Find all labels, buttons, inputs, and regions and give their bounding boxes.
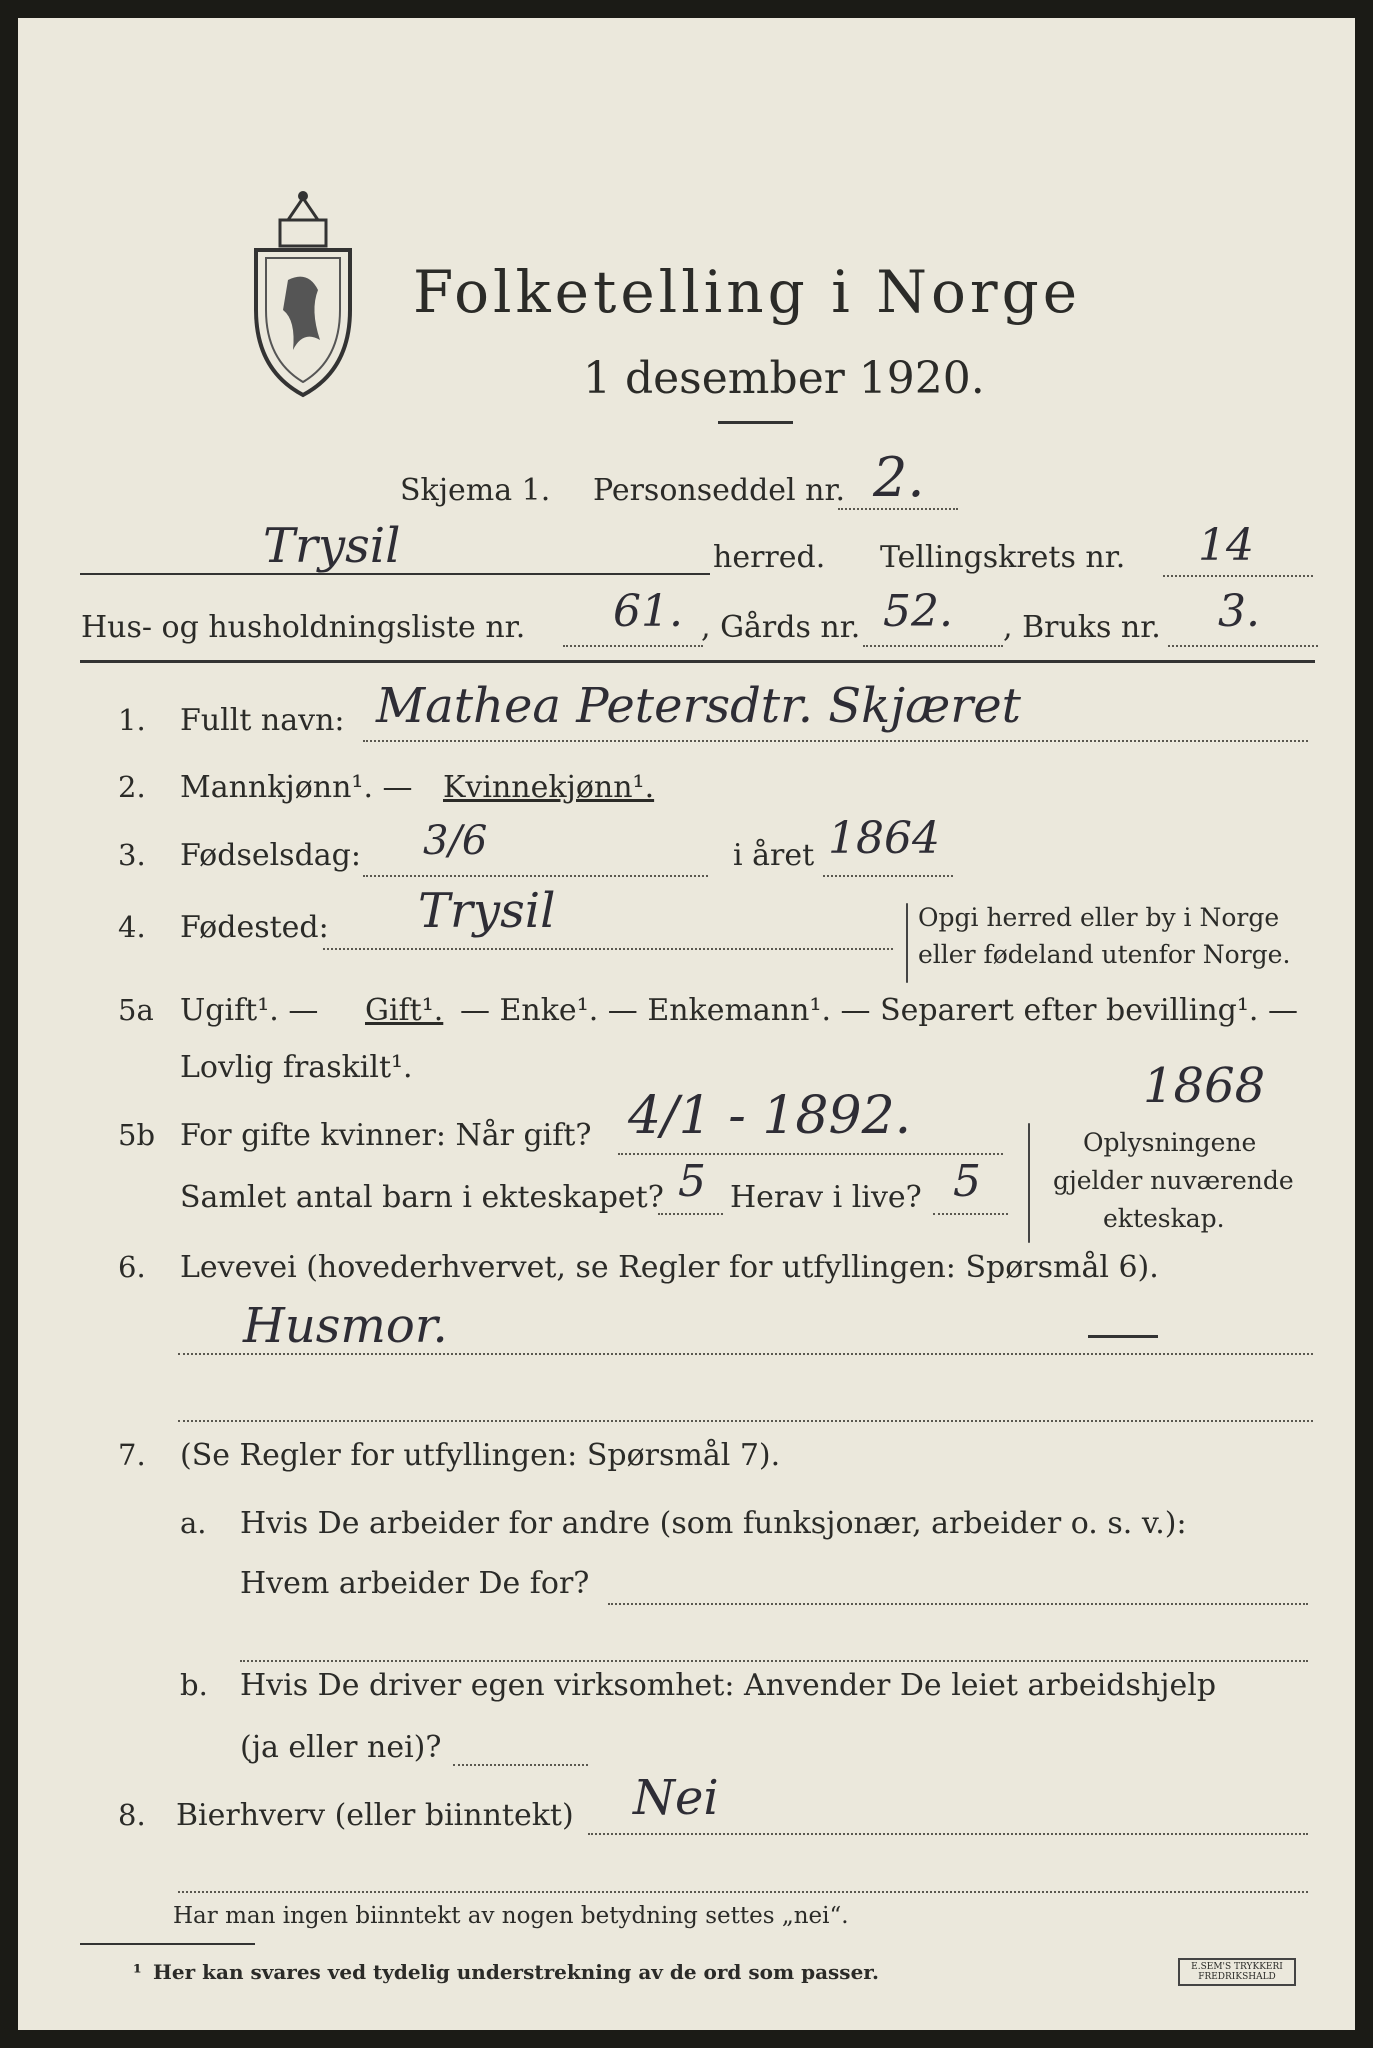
q2-number: 2. [118, 770, 146, 804]
children-alive-value: 5 [953, 1156, 981, 1207]
q6-line-1 [178, 1353, 1313, 1355]
married-date-value: 4/1 - 1892. [628, 1086, 912, 1146]
q7a-line-2 [240, 1660, 1308, 1662]
tellingskrets-value: 14 [1198, 520, 1254, 571]
form-date: 1 desember 1920. [583, 353, 985, 404]
hus-line [563, 645, 703, 647]
bruks-value: 3. [1218, 586, 1260, 637]
skjema-label: Skjema 1. [400, 473, 551, 508]
q3-line [363, 875, 708, 877]
footnote-text: Her kan svares ved tydelig understrekning av de ord som passer. [153, 1960, 879, 1984]
q6-line-2 [178, 1420, 1313, 1422]
birthplace-value: Trysil [418, 883, 556, 939]
q5b-number: 5b [118, 1118, 156, 1152]
q7a-line-1 [608, 1603, 1308, 1605]
q6-label: Levevei (hovederhvervet, se Regler for utfyllingen: Spørsmål 6). [180, 1250, 1159, 1285]
q7-label: (Se Regler for utfyllingen: Spørsmål 7). [180, 1438, 781, 1473]
q6-dash [1088, 1335, 1158, 1338]
q7-number: 7. [118, 1438, 146, 1472]
live-label: Herav i live? [730, 1180, 922, 1215]
q7b-line [453, 1764, 588, 1766]
form-title: Folketelling i Norge [413, 258, 1082, 326]
barn-line [658, 1213, 723, 1215]
personseddel-value: 2. [873, 446, 925, 509]
footnote-mark: ¹ [133, 1960, 142, 1984]
birth-year-value: 1864 [828, 813, 940, 864]
q6-number: 6. [118, 1250, 146, 1284]
q3-label: Fødselsdag: [180, 838, 361, 873]
gards-label: , Gårds nr. [701, 610, 861, 645]
personseddel-line [838, 508, 958, 510]
census-form [18, 18, 1355, 2030]
printer-city: FREDRIKSHALD [1198, 1972, 1276, 1982]
q5b-brace [1028, 1123, 1030, 1243]
printer-stamp [1178, 1958, 1296, 1986]
q7b-sub: (ja eller nei)? [240, 1730, 442, 1765]
q8-line-1 [588, 1833, 1308, 1835]
q8-label: Bierhverv (eller biinntekt) [176, 1798, 574, 1833]
herred-label: herred. [713, 540, 826, 575]
bruks-line [1168, 645, 1318, 647]
gards-line [863, 645, 1003, 647]
q1-line [363, 740, 1308, 742]
birthday-value: 3/6 [423, 818, 488, 864]
kvinnekjonn-option-underlined: Kvinnekjønn¹. [443, 770, 655, 805]
children-count-value: 5 [678, 1156, 706, 1207]
q4-label: Fødested: [180, 910, 329, 945]
annotation-1868: 1868 [1143, 1058, 1266, 1114]
tellingskrets-label: Tellingskrets nr. [880, 540, 1126, 575]
herred-value: Trysil [263, 518, 401, 574]
ugift-option: Ugift¹. — [180, 993, 319, 1028]
q8-line-2 [178, 1891, 1308, 1893]
full-name-value: Mathea Petersdtr. Skjæret [376, 678, 1021, 734]
footnote-rule [80, 1943, 255, 1945]
barn-label: Samlet antal barn i ekteskapet? [180, 1180, 664, 1215]
year-line [823, 875, 953, 877]
q5b-note-1: Oplysningene [1083, 1128, 1257, 1157]
q4-note-1: Opgi herred eller by i Norge [918, 903, 1280, 932]
occupation-value: Husmor. [243, 1298, 448, 1354]
q4-number: 4. [118, 910, 146, 944]
mannkjonn-option: Mannkjønn¹. — [180, 770, 413, 805]
q7a-letter: a. [180, 1506, 207, 1540]
tellingskrets-line [1163, 575, 1313, 577]
live-line [933, 1213, 1008, 1215]
q7a-text: Hvis De arbeider for andre (som funksjonær, arbeider o. s. v.): [240, 1506, 1187, 1541]
year-label: i året [733, 838, 815, 873]
q5b-label: For gifte kvinner: Når gift? [180, 1118, 592, 1153]
bierhverv-value: Nei [633, 1770, 719, 1826]
q5a-other-options: — Enke¹. — Enkemann¹. — Separert efter bevilling¹. — [460, 993, 1298, 1028]
gards-value: 52. [883, 586, 953, 637]
q7b-text: Hvis De driver egen virksomhet: Anvender De leiet arbeidshjelp [240, 1668, 1217, 1703]
q5b-note-2: gjelder nuværende [1053, 1166, 1294, 1195]
herred-line [80, 573, 710, 575]
bruks-label: , Bruks nr. [1003, 610, 1161, 645]
q7b-letter: b. [180, 1668, 208, 1702]
biinntekt-note: Har man ingen biinntekt av nogen betydning settes „nei“. [173, 1903, 849, 1929]
personseddel-label: Personseddel nr. [593, 473, 846, 508]
q1-label: Fullt navn: [180, 703, 345, 738]
q1-number: 1. [118, 703, 146, 737]
q5b-note-3: ekteskap. [1103, 1204, 1225, 1233]
printer-name: E.SEM'S TRYKKERI [1191, 1962, 1283, 1972]
hus-value: 61. [613, 586, 683, 637]
q3-number: 3. [118, 838, 146, 872]
q7a-sub: Hvem arbeider De for? [240, 1566, 590, 1601]
q4-brace [906, 903, 908, 983]
q4-line [323, 948, 893, 950]
q5b-line [618, 1153, 1003, 1155]
coat-of-arms-emblem [248, 190, 358, 400]
q4-note-2: eller fødeland utenfor Norge. [918, 940, 1291, 969]
q8-number: 8. [118, 1798, 146, 1832]
title-divider [718, 421, 793, 424]
gift-option-underlined: Gift¹. [365, 993, 444, 1028]
hus-label: Hus- og husholdningsliste nr. [81, 610, 526, 645]
q5a-number: 5a [118, 993, 154, 1027]
lovlig-fraskilt-option: Lovlig fraskilt¹. [180, 1050, 413, 1085]
section-divider [80, 660, 1315, 663]
